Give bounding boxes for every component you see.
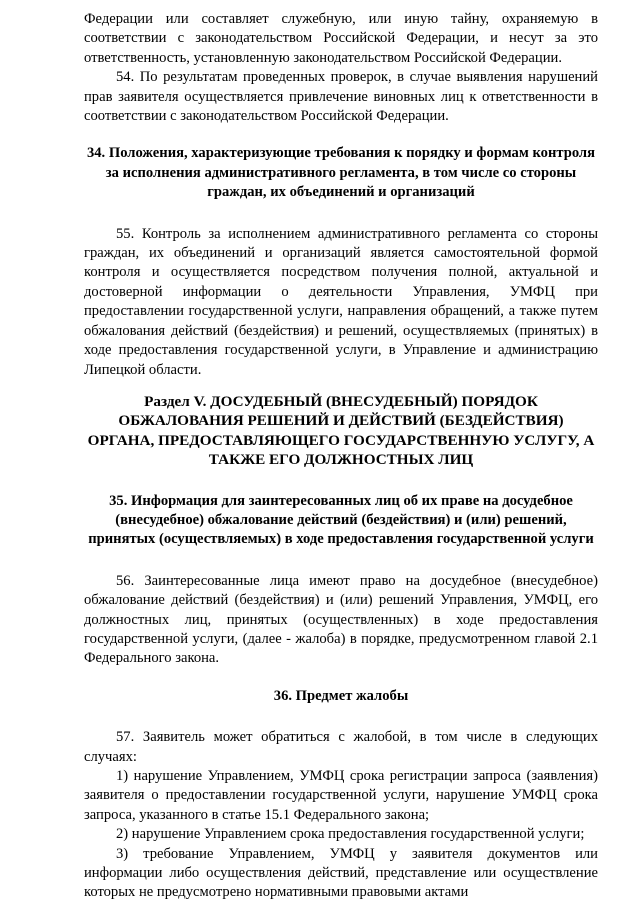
paragraph-55: 55. Контроль за исполнением административного регламента со стороны граждан, их объединений и организаций является самостоятельной формой контроля и осуществляется посредством получения полной, актуальной и достоверной информации о деятельности Управления, УМФЦ при предоставлении государственной услуги, направления обращений, а также путем обжалования действий (бездействия) и решений, осуществляемых (принятых) в ходе предоставления государственной услуги, в Управление и администрацию Липецкой области. bbox=[84, 225, 598, 378]
paragraph-54: 54. По результатам проведенных проверок, в случае выявления нарушений прав заявителя осуществляется привлечение виновных лиц к ответственности в соответствии с законодательством Российской Федерации. bbox=[84, 69, 598, 125]
section-5-heading: Раздел V. ДОСУДЕБНЫЙ (ВНЕСУДЕБНЫЙ) ПОРЯДОК ОБЖАЛОВАНИЯ РЕШЕНИЙ И ДЕЙСТВИЙ (БЕЗДЕЙСТВИЯ) ОРГАНА, ПРЕДОСТАВЛЯЮЩЕГО ГОСУДАРСТВЕННУЮ УСЛУГУ, А ТАКЖЕ ЕГО ДОЛЖНОСТНЫХ ЛИЦ bbox=[87, 392, 595, 469]
paragraph-continuation: Федерации или составляет служебную, или иную тайну, охраняемую в соответствии с законодательством Российской Федерации, и несут за это ответственность, установленную законодательством Российской Федерации. bbox=[84, 11, 598, 66]
paragraph-57-item-2: 2) нарушение Управлением срока предоставления государственной услуги; bbox=[116, 826, 585, 843]
paragraph-57-item-1: 1) нарушение Управлением, УМФЦ срока регистрации запроса (заявления) заявителя о предоставлении государственной услуги, нарушение УМФЦ срока запроса, указанного в статье 15.1 Федерального закона; bbox=[84, 768, 598, 823]
paragraph-57-item-3: 3) требование Управлением, УМФЦ у заявителя документов или информации либо осуществления действий, представление или осуществление которых не предусмотрено нормативными правовыми актами bbox=[84, 845, 598, 901]
paragraph-56: 56. Заинтересованные лица имеют право на досудебное (внесудебное) обжалование действий (бездействия) и (или) решений Управления, УМФЦ, его должностных лиц, принятых (осуществленных) в ходе предоставления государственной услуги, (далее - жалоба) в порядке, предусмотренном главой 2.1 Федерального закона. bbox=[84, 572, 598, 667]
paragraph-57: 57. Заявитель может обратиться с жалобой, в том числе в следующих случаях: bbox=[84, 729, 598, 765]
heading-36: 36. Предмет жалобы bbox=[273, 687, 409, 704]
heading-34: 34. Положения, характеризующие требования к порядку и формам контроля за исполнения административного регламента, в том числе со стороны граждан, их объединений и организаций bbox=[86, 145, 596, 201]
heading-35: 35. Информация для заинтересованных лиц об их праве на досудебное (внесудебное) обжалование действий (бездействия) и (или) решений, принятых (осуществляемых) в ходе предоставления государственной услуги bbox=[88, 492, 594, 548]
